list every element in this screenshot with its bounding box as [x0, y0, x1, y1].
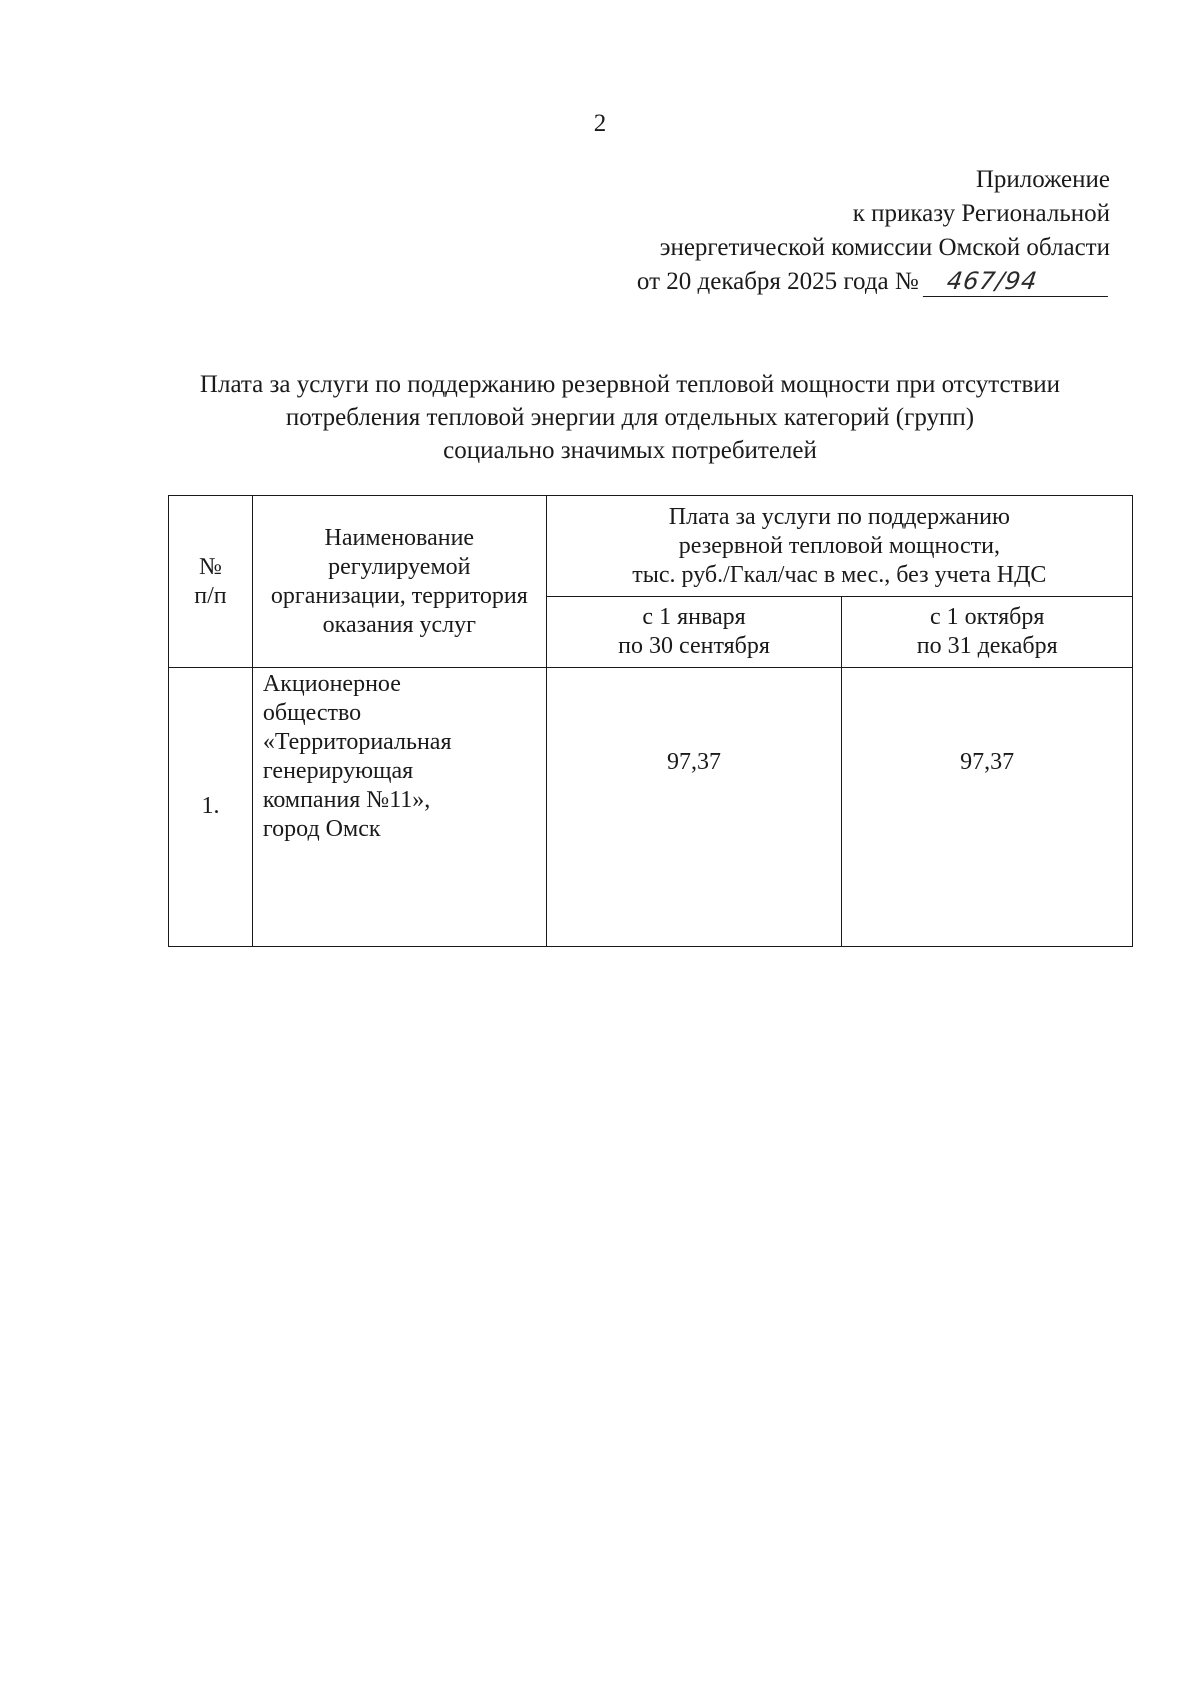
document-title: [100, 368, 1160, 467]
row-value-period-1: 97,37: [546, 668, 842, 947]
header-period-1-line2: по 30 сентября: [618, 633, 770, 659]
header-period-2: [842, 597, 1133, 668]
tariff-table: [168, 495, 1133, 947]
header-fee-line2: резервной тепловой мощности,: [678, 532, 1000, 559]
table-header-row: [169, 496, 1133, 597]
header-organization: Наименование регулируемой организации, территория оказания услуг: [252, 496, 546, 668]
header-period-2-line1: с 1 октября: [929, 604, 1045, 630]
row-organization-line5: компания №11»,: [262, 787, 431, 813]
header-number-line2: п/п: [194, 582, 227, 609]
row-number: 1.: [169, 668, 253, 947]
appendix-commission: энергетической комиссии Омской области: [659, 234, 1110, 261]
header-fee-line1: Плата за услуги по поддержанию: [668, 503, 1010, 530]
header-period-1: [546, 597, 842, 668]
header-number-line1: №: [199, 553, 222, 580]
appendix-order-ref: к приказу Региональной: [852, 200, 1110, 227]
header-number: [169, 496, 253, 668]
page-number: 2: [593, 110, 607, 137]
order-number-handwritten: 467/94: [923, 266, 1112, 297]
title-line-1: Плата за услуги по поддержанию резервной тепловой мощности при отсутствии: [199, 371, 1061, 398]
appendix-label: Приложение: [975, 166, 1110, 193]
row-organization-line2: общество: [262, 700, 362, 726]
row-organization-line3: «Территориальная: [262, 729, 452, 755]
table-row: [169, 668, 1133, 947]
header-period-2-line2: по 31 декабря: [916, 633, 1058, 659]
header-period-1-line1: с 1 января: [642, 604, 746, 630]
row-organization-line6: город Омск: [262, 816, 381, 842]
row-organization: [252, 668, 546, 947]
title-line-3: социально значимых потребителей: [443, 437, 817, 464]
appendix-date-line: [637, 265, 1110, 299]
appendix-header: [637, 163, 1110, 299]
title-line-2: потребления тепловой энергии для отдельных категорий (групп): [285, 404, 975, 431]
appendix-date: от 20 декабря 2025 года №: [636, 268, 919, 295]
header-fee-line3: тыс. руб./Гкал/час в мес., без учета НДС: [632, 561, 1047, 588]
row-organization-line1: Акционерное: [262, 671, 401, 697]
row-value-period-2: 97,37: [842, 668, 1133, 947]
row-organization-line4: генерирующая: [262, 758, 414, 784]
header-fee: [546, 496, 1132, 597]
